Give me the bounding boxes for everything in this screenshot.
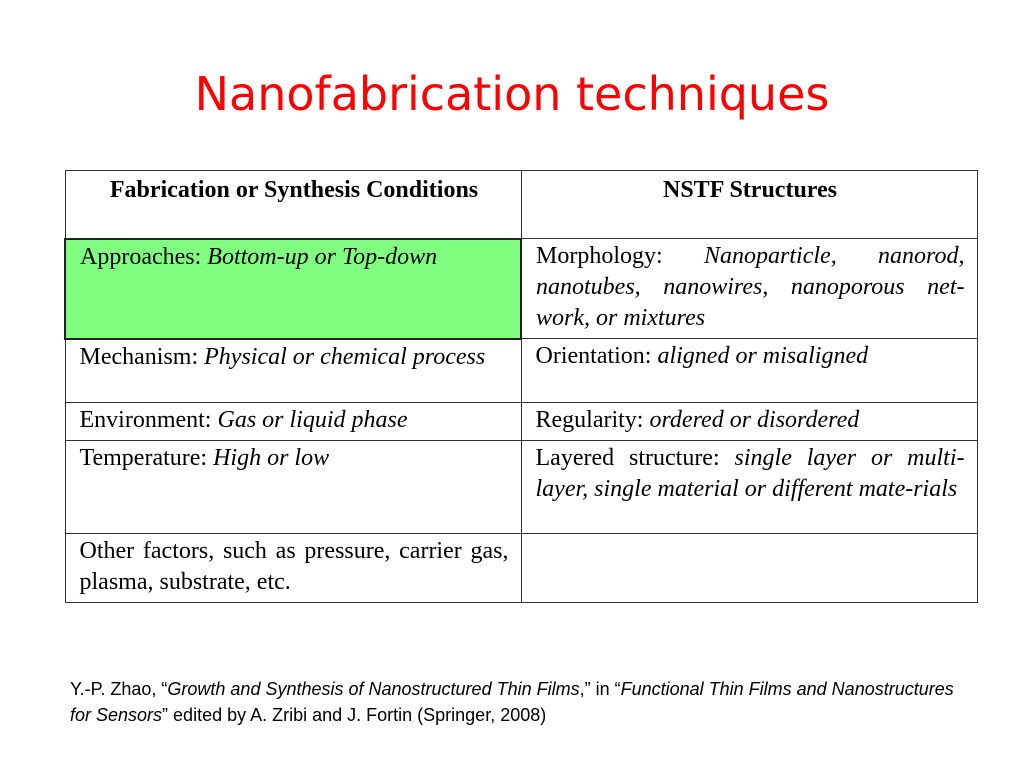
orientation-label: Orientation:: [535, 343, 658, 369]
environment-value: Gas or liquid phase: [217, 407, 408, 433]
header-fabrication-conditions: Fabrication or Synthesis Conditions: [65, 171, 521, 239]
empty-cell: [521, 534, 977, 603]
conditions-structures-table: [64, 170, 978, 603]
citation-authors: Y.-P. Zhao, “: [70, 679, 168, 699]
regularity-label: Regularity:: [535, 407, 650, 433]
table-row: [65, 239, 977, 339]
orientation-cell: [521, 339, 977, 403]
temperature-label: Temperature:: [79, 445, 214, 471]
table-row: [65, 339, 977, 403]
layered-structure-value: single layer or multi-layer, single material or different mate-rials: [535, 445, 965, 502]
environment-label: Environment:: [79, 407, 218, 433]
citation-editors: ” edited by A. Zribi and J. Fortin (Springer, 2008): [162, 705, 547, 725]
morphology-label: Morphology:: [536, 243, 705, 269]
table-row: [65, 441, 977, 534]
approaches-cell: [65, 239, 521, 339]
other-factors-label: Other factors, such as pressure, carrier gas, plasma, substrate, etc.: [79, 538, 509, 595]
morphology-cell: [521, 239, 977, 339]
layered-structure-label: Layered structure:: [535, 445, 735, 471]
slide-title: Nanofabrication techniques: [194, 67, 830, 121]
citation: [70, 676, 960, 728]
regularity-value: ordered or disordered: [649, 407, 860, 433]
approaches-label: Approaches:: [80, 243, 208, 270]
citation-chapter-title: Growth and Synthesis of Nanostructured Thin Films: [167, 679, 580, 699]
mechanism-cell: [65, 339, 521, 403]
approaches-value: Bottom-up or Top-down: [207, 243, 438, 270]
citation-connector: ,” in “: [579, 679, 621, 699]
mechanism-value: Physical or chemical process: [204, 343, 486, 370]
table-row: [65, 403, 977, 441]
other-factors-cell: [65, 534, 521, 603]
regularity-cell: [521, 403, 977, 441]
layered-structure-cell: [521, 441, 977, 534]
table-header-row: [65, 171, 977, 239]
table-row: [65, 534, 977, 603]
orientation-value: aligned or misaligned: [657, 343, 869, 369]
mechanism-label: Mechanism:: [79, 343, 205, 370]
morphology-value: Nanoparticle, nanorod, nanotubes, nanowires, nanoporous net-work, or mixtures: [536, 243, 965, 331]
header-nstf-structures: NSTF Structures: [521, 171, 977, 239]
citation-book-title: Functional Thin Films and Nanostructures for Sensors: [70, 679, 954, 725]
temperature-value: High or low: [213, 445, 330, 471]
environment-cell: [65, 403, 521, 441]
temperature-cell: [65, 441, 521, 534]
